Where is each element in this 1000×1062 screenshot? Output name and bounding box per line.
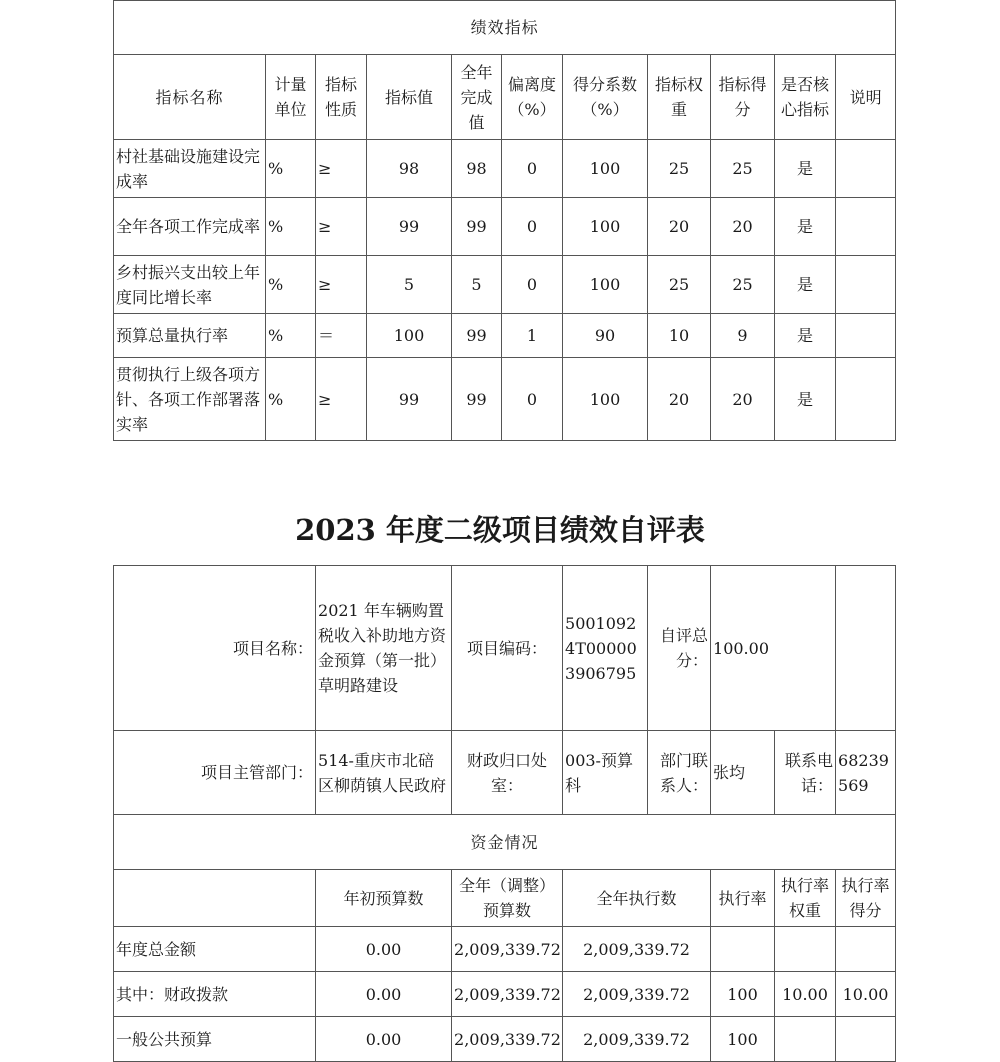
nature: ≥	[316, 198, 367, 256]
project-evaluation-table	[113, 565, 896, 1062]
header-adjusted-budget: 全年（调整）预算数	[452, 870, 563, 927]
weight: 25	[648, 256, 711, 314]
perf-header-row	[114, 55, 896, 140]
adjusted-budget: 2,009,339.72	[452, 972, 563, 1017]
header-rate-weight: 执行率权重	[775, 870, 836, 927]
weight: 25	[648, 140, 711, 198]
actual-value: 99	[452, 314, 502, 358]
coefficient: 100	[563, 140, 648, 198]
actual-value: 98	[452, 140, 502, 198]
header-value: 指标值	[367, 55, 452, 140]
table-row	[114, 256, 896, 314]
dept-value: 514-重庆市北碚区柳荫镇人民政府	[316, 731, 452, 815]
phone-text: 68239569	[838, 750, 889, 795]
table-row	[114, 358, 896, 441]
adjusted-budget: 2,009,339.72	[452, 1017, 563, 1062]
header-nature: 指标性质	[316, 55, 367, 140]
project-name-row	[114, 566, 896, 731]
finance-office-label: 财政归口处室：	[452, 731, 563, 815]
project-code-value	[563, 566, 648, 731]
initial-budget: 0.00	[316, 927, 452, 972]
core-flag: 是	[775, 198, 836, 256]
deviation: 0	[502, 198, 563, 256]
performance-indicator-table	[113, 0, 896, 441]
note	[836, 358, 896, 441]
executed-amount: 2,009,339.72	[563, 972, 711, 1017]
indicator-value: 5	[367, 256, 452, 314]
core-flag: 是	[775, 140, 836, 198]
indicator-name: 乡村振兴支出较上年度同比增长率	[114, 256, 266, 314]
score: 9	[711, 314, 775, 358]
rate-score: 10.00	[836, 972, 896, 1017]
score: 25	[711, 140, 775, 198]
rate-weight: 10.00	[775, 972, 836, 1017]
header-exec-rate: 执行率	[711, 870, 775, 927]
finance-office-value: 003-预算科	[563, 731, 648, 815]
header-deviation: 偏离度（%）	[502, 55, 563, 140]
rate-weight	[775, 1017, 836, 1062]
phone-value	[836, 731, 896, 815]
initial-budget: 0.00	[316, 972, 452, 1017]
weight: 20	[648, 198, 711, 256]
coefficient: 100	[563, 198, 648, 256]
header-note: 说明	[836, 55, 896, 140]
indicator-name: 村社基础设施建设完成率	[114, 140, 266, 198]
indicator-value: 99	[367, 358, 452, 441]
fund-label: 一般公共预算	[114, 1017, 316, 1062]
table-row	[114, 1017, 896, 1062]
executed-amount: 2,009,339.72	[563, 1017, 711, 1062]
indicator-name: 预算总量执行率	[114, 314, 266, 358]
coefficient: 100	[563, 358, 648, 441]
rate-score	[836, 927, 896, 972]
unit: %	[266, 314, 316, 358]
contact-value: 张均	[711, 731, 775, 815]
fund-label: 其中：财政拨款	[114, 972, 316, 1017]
deviation: 0	[502, 358, 563, 441]
unit: %	[266, 140, 316, 198]
perf-section-title: 绩效指标	[114, 1, 896, 55]
table-row	[114, 972, 896, 1017]
funds-header-blank	[114, 870, 316, 927]
funds-section-title: 资金情况	[114, 815, 896, 870]
note	[836, 314, 896, 358]
rate-score	[836, 1017, 896, 1062]
form-title: 2023 年度二级项目绩效自评表	[295, 513, 705, 547]
note	[836, 198, 896, 256]
table-row	[114, 198, 896, 256]
nature: ≥	[316, 358, 367, 441]
score: 20	[711, 198, 775, 256]
initial-budget: 0.00	[316, 1017, 452, 1062]
nature: ＝	[316, 314, 367, 358]
unit: %	[266, 358, 316, 441]
exec-rate: 100	[711, 972, 775, 1017]
nature: ≥	[316, 140, 367, 198]
core-flag: 是	[775, 256, 836, 314]
dept-label: 项目主管部门：	[114, 731, 316, 815]
header-executed: 全年执行数	[563, 870, 711, 927]
rate-weight	[775, 927, 836, 972]
actual-value: 99	[452, 198, 502, 256]
note	[836, 256, 896, 314]
header-score: 指标得分	[711, 55, 775, 140]
header-weight: 指标权重	[648, 55, 711, 140]
header-rate-score: 执行率得分	[836, 870, 896, 927]
contact-label: 部门联系人：	[648, 731, 711, 815]
indicator-name: 贯彻执行上级各项方针、各项工作部署落实率	[114, 358, 266, 441]
empty-cell	[836, 566, 896, 731]
project-code-label: 项目编码：	[452, 566, 563, 731]
exec-rate: 100	[711, 1017, 775, 1062]
coefficient: 90	[563, 314, 648, 358]
actual-value: 5	[452, 256, 502, 314]
project-name-label: 项目名称：	[114, 566, 316, 731]
project-code-text: 50010924T000003906795	[565, 613, 637, 683]
adjusted-budget: 2,009,339.72	[452, 927, 563, 972]
actual-value: 99	[452, 358, 502, 441]
header-actual: 全年完成值	[452, 55, 502, 140]
self-score-label: 自评总分：	[648, 566, 711, 731]
project-dept-row	[114, 731, 896, 815]
score: 25	[711, 256, 775, 314]
indicator-name: 全年各项工作完成率	[114, 198, 266, 256]
weight: 20	[648, 358, 711, 441]
core-flag: 是	[775, 314, 836, 358]
table-row	[114, 927, 896, 972]
funds-header-row	[114, 870, 896, 927]
coefficient: 100	[563, 256, 648, 314]
header-coef: 得分系数（%）	[563, 55, 648, 140]
deviation: 0	[502, 140, 563, 198]
table-row	[114, 140, 896, 198]
core-flag: 是	[775, 358, 836, 441]
deviation: 1	[502, 314, 563, 358]
unit: %	[266, 256, 316, 314]
exec-rate	[711, 927, 775, 972]
phone-label: 联系电话：	[775, 731, 836, 815]
score: 20	[711, 358, 775, 441]
indicator-value: 98	[367, 140, 452, 198]
weight: 10	[648, 314, 711, 358]
self-score-value: 100.00	[711, 566, 836, 731]
table-row	[114, 314, 896, 358]
header-core: 是否核心指标	[775, 55, 836, 140]
nature: ≥	[316, 256, 367, 314]
unit: %	[266, 198, 316, 256]
note	[836, 140, 896, 198]
executed-amount: 2,009,339.72	[563, 927, 711, 972]
fund-label: 年度总金额	[114, 927, 316, 972]
header-initial-budget: 年初预算数	[316, 870, 452, 927]
deviation: 0	[502, 256, 563, 314]
indicator-value: 99	[367, 198, 452, 256]
header-unit: 计量单位	[266, 55, 316, 140]
project-name-value: 2021 年车辆购置税收入补助地方资金预算（第一批）草明路建设	[316, 566, 452, 731]
indicator-value: 100	[367, 314, 452, 358]
header-indicator-name: 指标名称	[114, 55, 266, 140]
